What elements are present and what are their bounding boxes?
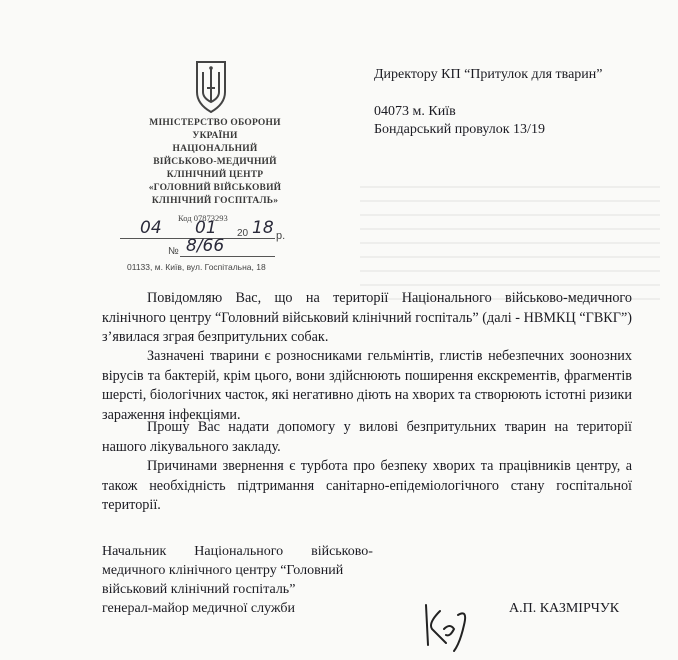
- stamp-line-4: ВІЙСЬКОВО-МЕДИЧНИЙ: [153, 157, 277, 167]
- recipient-line-2: 04073 м. Київ: [374, 104, 456, 119]
- bleed-through-text: [360, 180, 660, 300]
- stamp-line-5: КЛІНІЧНИЙ ЦЕНТР: [166, 170, 264, 180]
- handwritten-signature: [420, 595, 478, 655]
- date-month: 01: [195, 218, 217, 238]
- stamp-line-1: МІНІСТЕРСТВО ОБОРОНИ: [149, 118, 281, 128]
- number-underline: [180, 256, 275, 257]
- stamp-address: 01133, м. Київ, вул. Госпітальна, 18: [127, 262, 266, 272]
- date-year: 18: [252, 218, 274, 238]
- stamp-line-3: НАЦІОНАЛЬНИЙ: [172, 144, 258, 154]
- number-value: 8/66: [186, 236, 225, 256]
- stamp-code: Код 07873293: [178, 213, 228, 223]
- number-label: №: [168, 246, 179, 257]
- date-day: 04: [140, 218, 162, 238]
- signatory-title-4: генерал-майор медичної служби: [102, 601, 295, 616]
- paragraph-3: Прошу Вас надати допомогу у вилові безпритульних тварин на території нашого лікувального закладу.: [102, 419, 632, 455]
- paragraph-4: Причинами звернення є турбота про безпеку хворих та працівників центру, а також необхідність підтримання санітарно-епідеміологічного стану госпітальної території.: [102, 458, 632, 513]
- signatory-title-3: військовий клінічний госпіталь”: [102, 582, 296, 597]
- date-suffix: р.: [276, 230, 286, 242]
- signatory-title-2: медичного клінічного центру “Головний: [102, 563, 344, 578]
- stamp-line-2: УКРАЇНИ: [192, 131, 238, 141]
- recipient-line-1: Директору КП “Притулок для тварин”: [374, 67, 603, 82]
- stamp-line-7: КЛІНІЧНИЙ ГОСПІТАЛЬ»: [151, 196, 279, 206]
- date-year-prefix: 20: [237, 228, 249, 239]
- stamp-line-6: «ГОЛОВНИЙ ВІЙСЬКОВИЙ: [148, 183, 282, 193]
- signatory-name: А.П. КАЗМІРЧУК: [509, 601, 620, 616]
- paragraph-2: Зазначені тварини є рознoсниками гельмінтів, глистів небезпечних зоонозних вірусів та бактерій, крім цього, вони здійснюють поширення екскрементів, фрагментів шерсті, біологічних часток, які негативно діють на хворих та створюють істотні ризики зараження інфекціями.: [102, 348, 632, 423]
- paragraph-1: Повідомляю Вас, що на території Національного військово-медичного клінічного центру “Головний військовий клінічний госпіталь” (далі - НВМКЦ “ГВКГ”) з’явилася зграя безпритульних собак.: [102, 290, 632, 345]
- recipient-line-3: Бондарський провулок 13/19: [374, 122, 545, 137]
- signatory-title-1: Начальник Національного військово-: [102, 544, 373, 559]
- trident-emblem-icon: [193, 58, 229, 114]
